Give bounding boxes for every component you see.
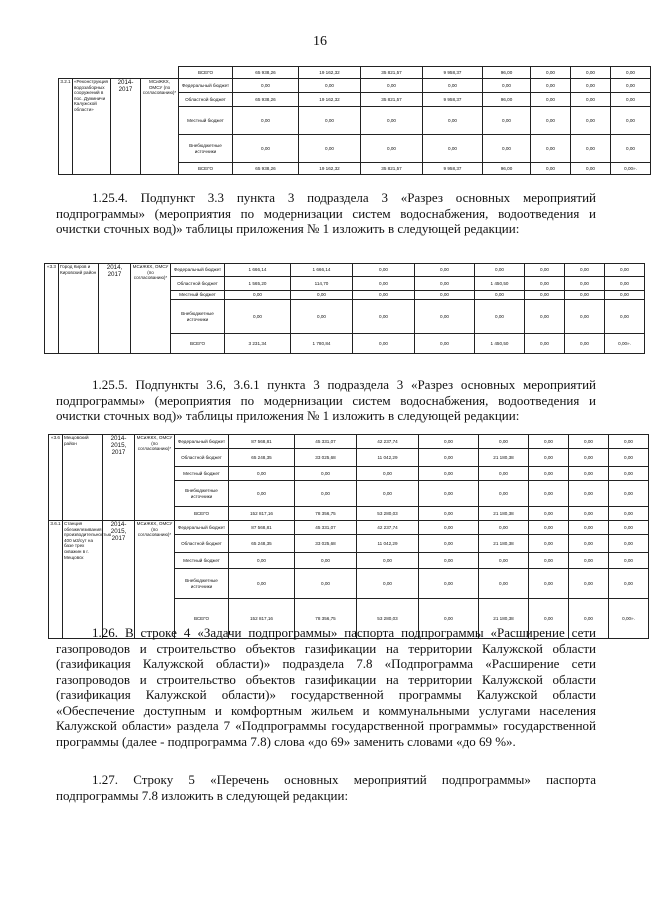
row-executor: МСиЖКХ, ОМСУ (по согласованию)* <box>131 264 171 354</box>
table-321: ВСЕГО 65 938,26 19 162,32 35 821,57 9 958,37 96,00 0,00 0,00 0,00 3.2.1 «Реконструкция водозаборных сооружений в пос. Думиничи Калужской области» 2014-2017 МСиЖКХ, ОМСУ (по согласованию)* Федеральный бюджет 0,00 0,00 0,00 0,00 0,00 0,00 0,00 0,00 Областной бюджет 65 938,26 19 162,32 35 821,57 9 958,37 96,00 0,00 0,00 0,00 Местный бюджет 0,00 0,00 0,00 0,00 0,00 0,00 0,00 0,00 Внебюджетные источники 0,00 0,00 0,00 0,00 0,00 0,00 0,00 0,00 ВСЕГО 65 938,26 19 162,32 35 821,57 9 958,37 96,00 0,00 0,00 0,00». <box>58 66 651 175</box>
row-code: «3.3 <box>45 264 59 354</box>
row-years: 2014, 2017 <box>99 264 131 354</box>
paragraph-1-25-5: 1.25.5. Подпункты 3.6, 3.6.1 пункта 3 подраздела 3 «Разрез основных мероприятий подпрограммы» (мероприятия по модернизации систем водоснабжения, водоотведения и очистки сточных вод)» таблицы приложения № 1 изложить в следующей редакции: <box>56 377 596 423</box>
row-years: 2014-2015, 2017 <box>103 435 135 521</box>
row-name: Мещовский район <box>63 435 103 521</box>
row-name: Город Киров и Кировский район <box>59 264 99 354</box>
row-code: 3.6.1 <box>49 521 63 639</box>
table-3-3: «3.3 Город Киров и Кировский район 2014, 2017 МСиЖКХ, ОМСУ (по согласованию)* Федеральный бюджет 1 666,14 1 666,14 0,00 0,00 0,00 0,00 0,00 0,00 Областной бюджет 1 565,20 114,70 0,00 0,00 1 450,50 0,00 0,00 0,00 Местный бюджет 0,00 0,00 0,00 0,00 0,00 0,00 0,00 0,00 Внебюджетные источники 0,00 0,00 0,00 0,00 0,00 0,00 0,00 0,00 ВСЕГО 3 231,34 1 780,84 0,00 0,00 1 450,50 0,00 0,00 0,00». <box>44 263 645 354</box>
paragraph-1-27: 1.27. Строку 5 «Перечень основных мероприятий подпрограммы» паспорта подпрограммы 7.8 изложить в следующей редакции: <box>56 772 596 803</box>
row-years: 2014-2015, 2017 <box>103 521 135 639</box>
row-name: «Реконструкция водозаборных сооружений в пос. Думиничи Калужской области» <box>73 79 111 175</box>
row-code: 3.2.1 <box>59 79 73 175</box>
row-executor: МСиЖКХ, ОМСУ (по согласованию)* <box>135 435 175 521</box>
row-name: Станция обезжелезивания производительностью 400 м3/сут на базе трех скважин в г. Мещовск <box>63 521 103 639</box>
page-number: 16 <box>313 34 327 49</box>
row-executor: МСиЖКХ, ОМСУ (по согласованию)* <box>141 79 179 175</box>
row-years: 2014-2017 <box>111 79 141 175</box>
table-3-6: «3.6 Мещовский район 2014-2015, 2017 МСиЖКХ, ОМСУ (по согласованию)* Федеральный бюджет 87 568,81 45 331,07 42 237,74 0,00 0,00 0,00 0,00 0,00 Областной бюджет 65 248,35 33 025,68 11 042,29 0,00 21 180,38 0,00 0,00 0,00 Местный бюджет 0,00 0,00 0,00 0,00 0,00 0,00 0,00 0,00 Внебюджетные источники 0,00 0,00 0,00 0,00 0,00 0,00 0,00 0,00 ВСЕГО 152 817,16 78 356,75 53 280,03 0,00 21 180,38 0,00 0,00 0,00 3.6.1 Станция обезжелезивания производительностью 400 м3/сут на базе трех скважин в г. Мещовск 2014-2015, 2017 МСиЖКХ, ОМСУ (по согласованию)* Федеральный бюджет 87 568,81 45 331,07 42 237,74 0,00 0,00 0,00 0,00 0,00 Областной бюджет 65 248,35 33 025,68 11 042,29 0,00 21 180,38 0,00 0,00 0,00 Местный бюджет 0,00 0,00 0,00 0,00 0,00 0,00 0,00 0,00 Внебюджетные источники 0,00 0,00 0,00 0,00 0,00 0,00 0,00 0,00 ВСЕГО 152 817,16 78 356,75 53 280,03 0,00 21 180,38 0,00 0,00 0,00». <box>48 434 649 639</box>
row-code: «3.6 <box>49 435 63 521</box>
paragraph-1-25-4: 1.25.4. Подпункт 3.3 пункта 3 подраздела 3 «Разрез основных мероприятий подпрограммы» (мероприятия по модернизации систем водоснабжения, водоотведения и очистки сточных вод)» таблицы приложения № 1 изложить в следующей редакции: <box>56 190 596 236</box>
paragraph-1-26: 1.26. В строке 4 «Задачи подпрограммы» паспорта подпрограммы «Расширение сети газопроводов и строительство объектов газификации на территории Калужской области (газификация Калужской области)» подраздела 7.8 «Подпрограмма «Расширение сети газопроводов и строительство объектов газификации на территории Калужской области (газификация Калужской области)» государственной программы Калужской области «Обеспечение доступным и комфортным жильем и коммунальными услугами населения Калужской области» раздела 7 «Подпрограммы государственной программы» государственной программы (далее - подпрограмма 7.8) слова «до 69» заменить словами «до 69 %». <box>56 625 596 749</box>
row-executor: МСиЖКХ, ОМСУ (по согласованию)* <box>135 521 175 639</box>
source-cell: ВСЕГО <box>179 67 233 79</box>
